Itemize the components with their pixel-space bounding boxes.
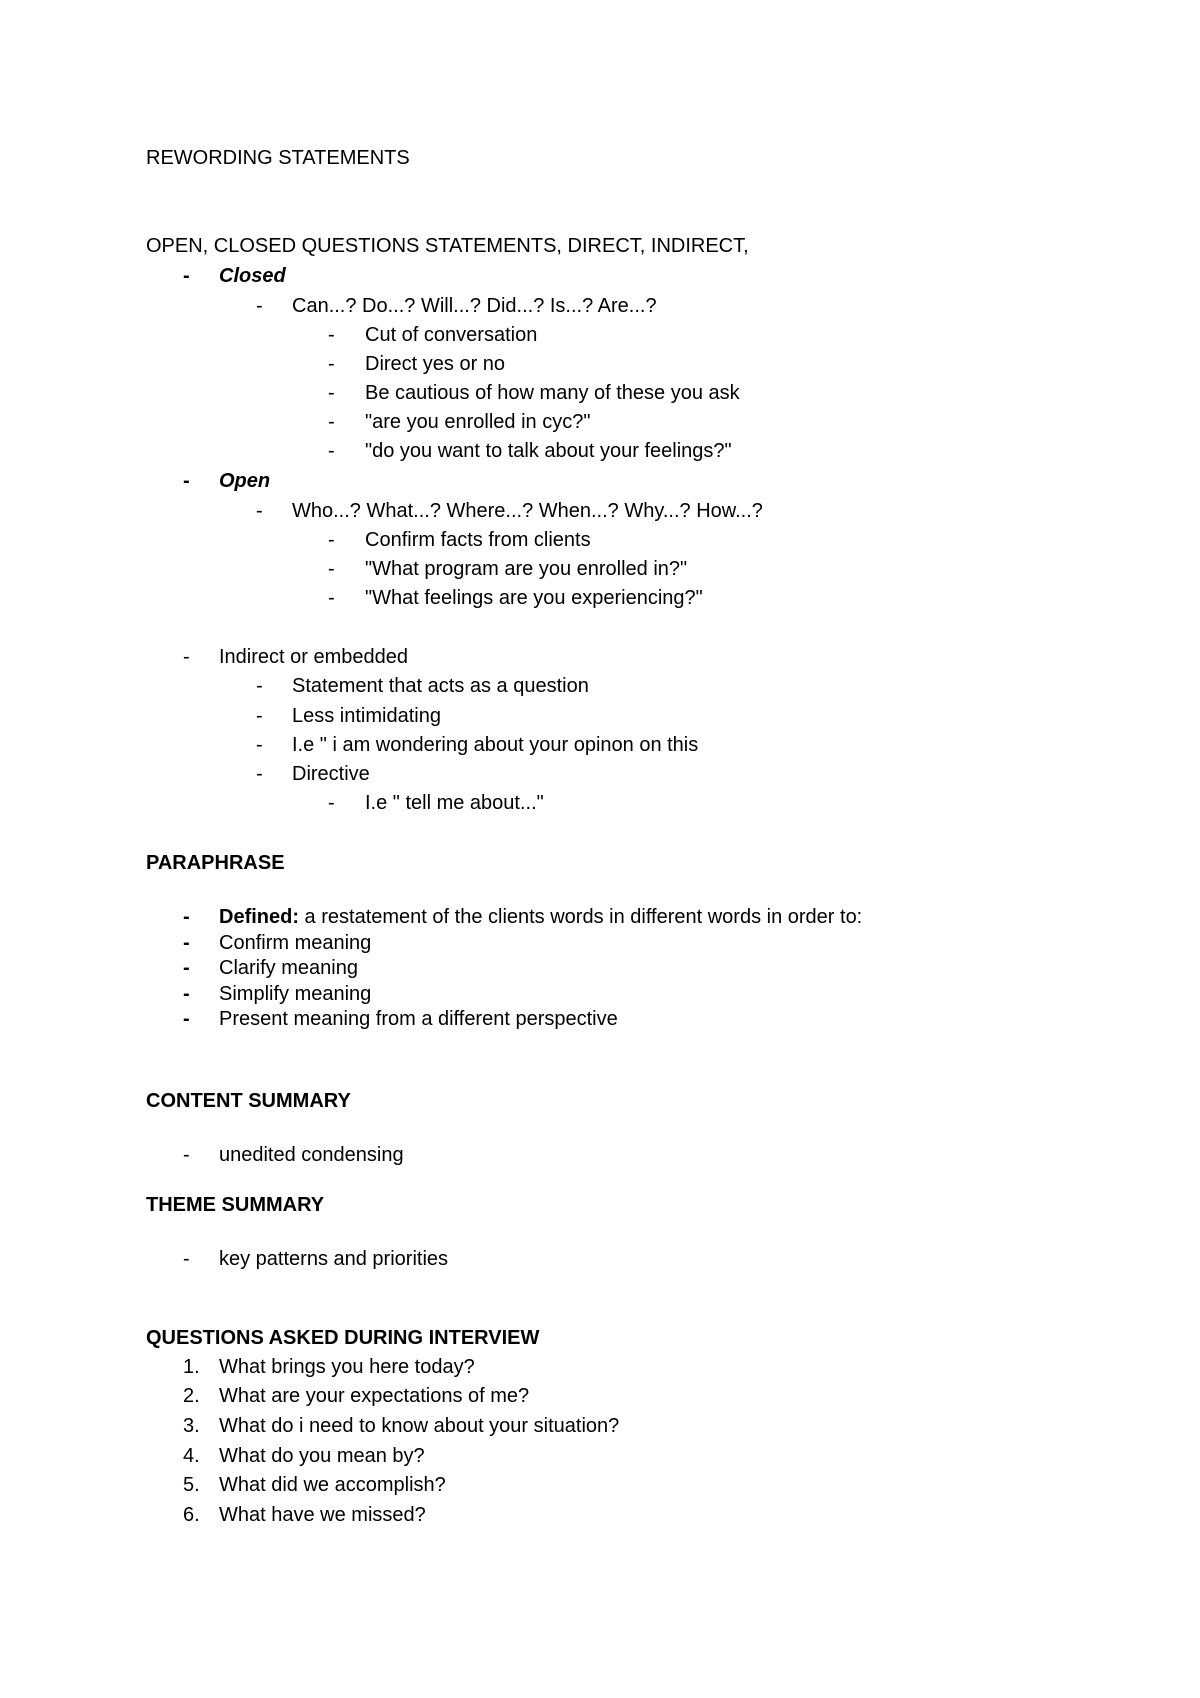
defined-text: a restatement of the clients words in different words in order to:	[299, 906, 863, 928]
list-number: 1.	[183, 1356, 200, 1378]
bullet-dash: -	[256, 675, 263, 697]
bullet-dash: -	[183, 265, 190, 287]
interview-question: What brings you here today?	[219, 1356, 475, 1378]
bullet-dash: -	[328, 792, 335, 814]
open-point: Confirm facts from clients	[365, 529, 591, 551]
interview-question: What do i need to know about your situation?	[219, 1415, 620, 1437]
closed-label: Closed	[219, 265, 286, 287]
list-number: 3.	[183, 1415, 200, 1437]
theme-summary-point: key patterns and priorities	[219, 1248, 449, 1270]
interview-question: What are your expectations of me?	[219, 1385, 530, 1407]
closed-starters: Can...? Do...? Will...? Did...? Is...? Are...?	[292, 295, 657, 317]
closed-point: Be cautious of how many of these you ask	[365, 382, 740, 404]
directive-example: I.e " tell me about..."	[365, 792, 544, 814]
bullet-dash: -	[328, 558, 335, 580]
bullet-dash: -	[183, 906, 190, 928]
bullet-dash: -	[256, 295, 263, 317]
interview-question: What have we missed?	[219, 1504, 426, 1526]
paraphrase-point: Simplify meaning	[219, 983, 372, 1005]
bullet-dash: -	[183, 957, 190, 979]
bullet-dash: -	[183, 1248, 190, 1270]
bullet-dash: -	[328, 353, 335, 375]
paraphrase-point: Confirm meaning	[219, 932, 372, 954]
bullet-dash: -	[183, 646, 190, 668]
closed-point: "do you want to talk about your feelings?"	[365, 440, 732, 462]
list-number: 4.	[183, 1445, 200, 1467]
paraphrase-definition	[219, 905, 862, 929]
bullet-dash: -	[183, 1008, 190, 1030]
bullet-dash: -	[328, 587, 335, 609]
bullet-dash: -	[256, 763, 263, 785]
paraphrase-point: Present meaning from a different perspective	[219, 1008, 618, 1030]
paraphrase-point: Clarify meaning	[219, 957, 358, 979]
indirect-point: Directive	[292, 763, 370, 785]
bullet-dash: -	[328, 529, 335, 551]
bullet-dash: -	[328, 411, 335, 433]
bullet-dash: -	[328, 440, 335, 462]
indirect-point: Less intimidating	[292, 705, 441, 727]
bullet-dash: -	[183, 470, 190, 492]
content-summary-point: unedited condensing	[219, 1144, 404, 1166]
open-point: "What feelings are you experiencing?"	[365, 587, 703, 609]
bullet-dash: -	[328, 382, 335, 404]
bullet-dash: -	[183, 932, 190, 954]
list-number: 6.	[183, 1504, 200, 1526]
bullet-dash: -	[328, 324, 335, 346]
closed-point: Direct yes or no	[365, 353, 506, 375]
closed-point: "are you enrolled in cyc?"	[365, 411, 591, 433]
theme-summary-heading: THEME SUMMARY	[146, 1194, 325, 1216]
interview-question: What did we accomplish?	[219, 1474, 446, 1496]
indirect-point: Statement that acts as a question	[292, 675, 589, 697]
defined-label: Defined:	[219, 906, 299, 928]
interview-heading: QUESTIONS ASKED DURING INTERVIEW	[146, 1327, 540, 1349]
questions-heading: OPEN, CLOSED QUESTIONS STATEMENTS, DIRECT, INDIRECT,	[146, 235, 749, 257]
open-starters: Who...? What...? Where...? When...? Why...? How...?	[292, 500, 763, 522]
paraphrase-heading: PARAPHRASE	[146, 852, 285, 874]
bullet-dash: -	[183, 1144, 190, 1166]
indirect-label: Indirect or embedded	[219, 646, 409, 668]
interview-question: What do you mean by?	[219, 1445, 425, 1467]
bullet-dash: -	[256, 734, 263, 756]
bullet-dash: -	[256, 500, 263, 522]
open-point: "What program are you enrolled in?"	[365, 558, 688, 580]
open-label: Open	[219, 470, 271, 492]
list-number: 5.	[183, 1474, 200, 1496]
bullet-dash: -	[256, 705, 263, 727]
indirect-point: I.e " i am wondering about your opinon on this	[292, 734, 699, 756]
document-title: REWORDING STATEMENTS	[146, 147, 410, 169]
bullet-dash: -	[183, 983, 190, 1005]
closed-point: Cut of conversation	[365, 324, 538, 346]
content-summary-heading: CONTENT SUMMARY	[146, 1090, 351, 1112]
list-number: 2.	[183, 1385, 200, 1407]
